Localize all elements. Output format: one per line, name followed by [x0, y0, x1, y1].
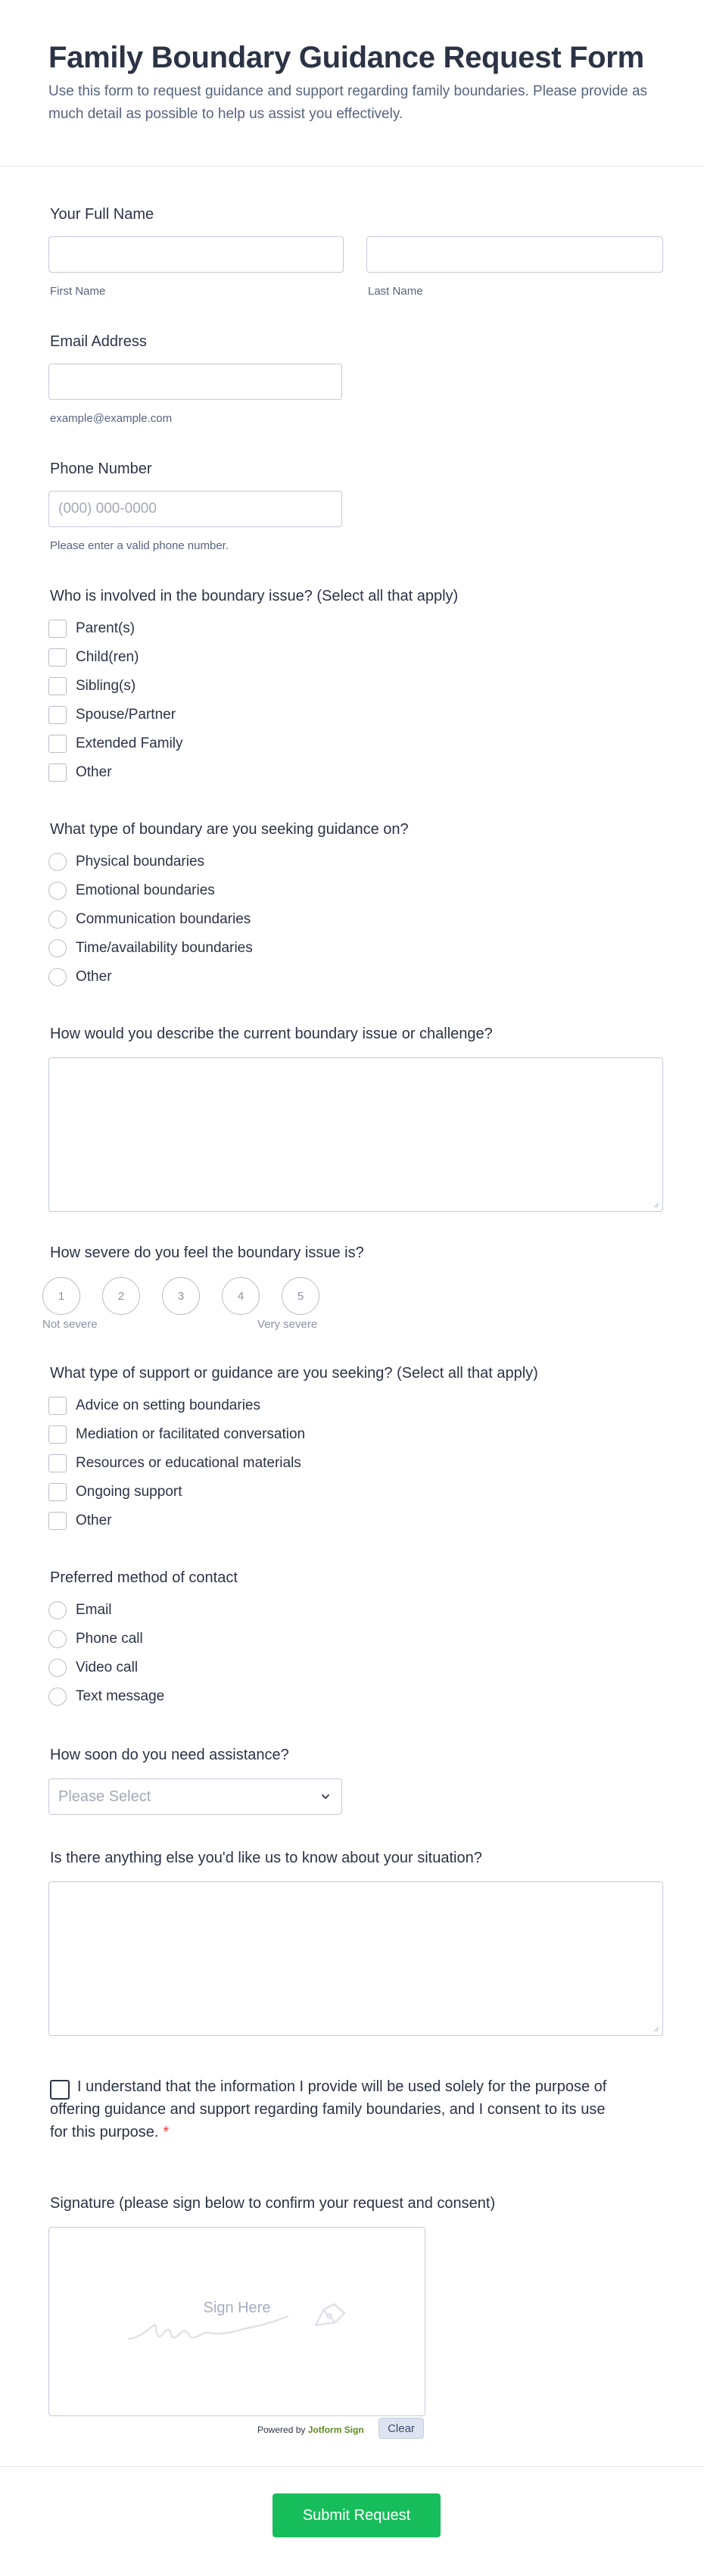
- resize-grip-icon[interactable]: [652, 2025, 659, 2032]
- option-label: Parent(s): [76, 620, 136, 636]
- consent-text: I understand that the information I provide will be used solely for the purpose of offering guidance and support regarding family boundaries, and I consent to its use for this purpose.: [50, 2078, 607, 2140]
- radio[interactable]: [48, 939, 67, 957]
- radio[interactable]: [48, 910, 67, 929]
- severity-option-3[interactable]: 3: [162, 1277, 200, 1315]
- radio[interactable]: [48, 1630, 67, 1648]
- contact-option[interactable]: [48, 1600, 112, 1621]
- boundary-type-option[interactable]: [48, 880, 215, 901]
- describe-label: How would you describe the current boundary issue or challenge?: [50, 1026, 493, 1042]
- involved-option[interactable]: [48, 733, 183, 754]
- email-sublabel: example@example.com: [50, 412, 173, 425]
- urgency-label: How soon do you need assistance?: [50, 1747, 289, 1763]
- contact-option[interactable]: [48, 1686, 164, 1707]
- involved-option[interactable]: [48, 704, 176, 726]
- option-label: Sibling(s): [76, 678, 136, 694]
- submit-button[interactable]: Submit Request: [273, 2493, 441, 2537]
- checkbox[interactable]: [48, 1397, 67, 1415]
- anything-else-label: Is there anything else you'd like us to know about your situation?: [50, 1850, 482, 1866]
- radio[interactable]: [48, 968, 67, 986]
- boundary-type-label: What type of boundary are you seeking guidance on?: [50, 821, 409, 838]
- checkbox[interactable]: [48, 735, 67, 753]
- boundary-type-option[interactable]: [48, 909, 251, 930]
- email-label: Email Address: [50, 333, 147, 350]
- support-label: What type of support or guidance are you seeking? (Select all that apply): [50, 1365, 538, 1382]
- option-label: Extended Family: [76, 735, 183, 751]
- checkbox[interactable]: [48, 1483, 67, 1501]
- resize-grip-icon[interactable]: [652, 1201, 659, 1208]
- severity-option-4[interactable]: 4: [222, 1277, 260, 1315]
- severity-label: How severe do you feel the boundary issue is?: [50, 1244, 364, 1261]
- phone-input[interactable]: [48, 491, 342, 527]
- form-header: [0, 0, 704, 167]
- radio[interactable]: [48, 1688, 67, 1706]
- phone-placeholder: (000) 000-0000: [58, 501, 157, 517]
- severity-option-2[interactable]: 2: [102, 1277, 140, 1315]
- required-mark: *: [163, 2124, 170, 2140]
- signature-hint: Sign Here: [203, 2300, 271, 2316]
- urgency-placeholder: Please Select: [58, 1788, 151, 1805]
- powered-by-prefix: Powered by: [257, 2425, 306, 2435]
- radio[interactable]: [48, 1601, 67, 1619]
- first-name-sublabel: First Name: [50, 285, 106, 298]
- checkbox[interactable]: [48, 620, 67, 638]
- option-label: Mediation or facilitated conversation: [76, 1426, 306, 1442]
- severity-min-label: Not severe: [42, 1318, 98, 1331]
- option-label: Other: [76, 969, 112, 985]
- first-name-input[interactable]: [48, 236, 344, 273]
- radio[interactable]: [48, 853, 67, 871]
- checkbox[interactable]: [48, 677, 67, 695]
- involved-label: Who is involved in the boundary issue? (Select all that apply): [50, 588, 459, 604]
- anything-else-textarea[interactable]: [48, 1881, 663, 2036]
- consent-text-block: [50, 2075, 610, 2144]
- email-input[interactable]: [48, 364, 342, 400]
- option-label: Video call: [76, 1660, 139, 1675]
- powered-by: [257, 2425, 364, 2435]
- support-option[interactable]: [48, 1395, 260, 1416]
- option-label: Time/availability boundaries: [76, 940, 253, 956]
- checkbox[interactable]: [48, 648, 67, 667]
- support-option[interactable]: [48, 1482, 182, 1503]
- boundary-type-option[interactable]: [48, 938, 253, 959]
- involved-option[interactable]: [48, 647, 139, 668]
- last-name-sublabel: Last Name: [368, 285, 423, 298]
- option-label: Emotional boundaries: [76, 882, 215, 898]
- involved-option[interactable]: [48, 618, 135, 639]
- checkbox[interactable]: [48, 706, 67, 724]
- option-label: Communication boundaries: [76, 911, 251, 927]
- jotform-sign-brand: Jotform Sign: [307, 2425, 364, 2435]
- checkbox[interactable]: [48, 1454, 67, 1472]
- radio[interactable]: [48, 882, 67, 900]
- involved-option[interactable]: [48, 676, 136, 697]
- option-label: Physical boundaries: [76, 854, 205, 870]
- boundary-type-option[interactable]: [48, 851, 204, 873]
- option-label: Spouse/Partner: [76, 707, 176, 723]
- option-label: Email: [76, 1602, 112, 1618]
- option-label: Resources or educational materials: [76, 1455, 301, 1471]
- boundary-type-option[interactable]: [48, 966, 112, 988]
- urgency-select[interactable]: [48, 1778, 342, 1815]
- option-label: Text message: [76, 1688, 165, 1704]
- checkbox[interactable]: [48, 763, 67, 782]
- support-option[interactable]: [48, 1453, 301, 1474]
- severity-max-label: Very severe: [257, 1318, 318, 1331]
- phone-label: Phone Number: [50, 461, 152, 477]
- full-name-label: Your Full Name: [50, 206, 154, 223]
- footer-divider: [0, 2466, 704, 2467]
- form-title: Family Boundary Guidance Request Form: [48, 41, 644, 74]
- option-label: Child(ren): [76, 649, 139, 665]
- signature-pad[interactable]: [48, 2227, 425, 2416]
- contact-option[interactable]: [48, 1628, 143, 1650]
- option-label: Phone call: [76, 1631, 143, 1647]
- support-option[interactable]: [48, 1424, 305, 1445]
- contact-option[interactable]: [48, 1657, 138, 1678]
- contact-label: Preferred method of contact: [50, 1569, 238, 1586]
- severity-option-5[interactable]: 5: [282, 1277, 319, 1315]
- form-description: Use this form to request guidance and support regarding family boundaries. Please provide as much detail as possible to help us assist you effectively.: [48, 83, 648, 122]
- severity-option-1[interactable]: 1: [42, 1277, 80, 1315]
- clear-signature-button[interactable]: Clear: [378, 2418, 424, 2439]
- last-name-input[interactable]: [366, 236, 663, 273]
- chevron-down-icon: [320, 1791, 331, 1802]
- checkbox[interactable]: [48, 1425, 67, 1444]
- signature-label: Signature (please sign below to confirm your request and consent): [50, 2195, 496, 2212]
- phone-sublabel: Please enter a valid phone number.: [50, 539, 229, 552]
- support-option[interactable]: [48, 1510, 112, 1532]
- option-label: Other: [76, 1513, 112, 1528]
- option-label: Advice on setting boundaries: [76, 1397, 260, 1413]
- describe-textarea[interactable]: [48, 1057, 663, 1212]
- checkbox[interactable]: [48, 1512, 67, 1530]
- involved-option[interactable]: [48, 762, 112, 783]
- option-label: Other: [76, 764, 112, 780]
- option-label: Ongoing support: [76, 1484, 182, 1500]
- radio[interactable]: [48, 1659, 67, 1677]
